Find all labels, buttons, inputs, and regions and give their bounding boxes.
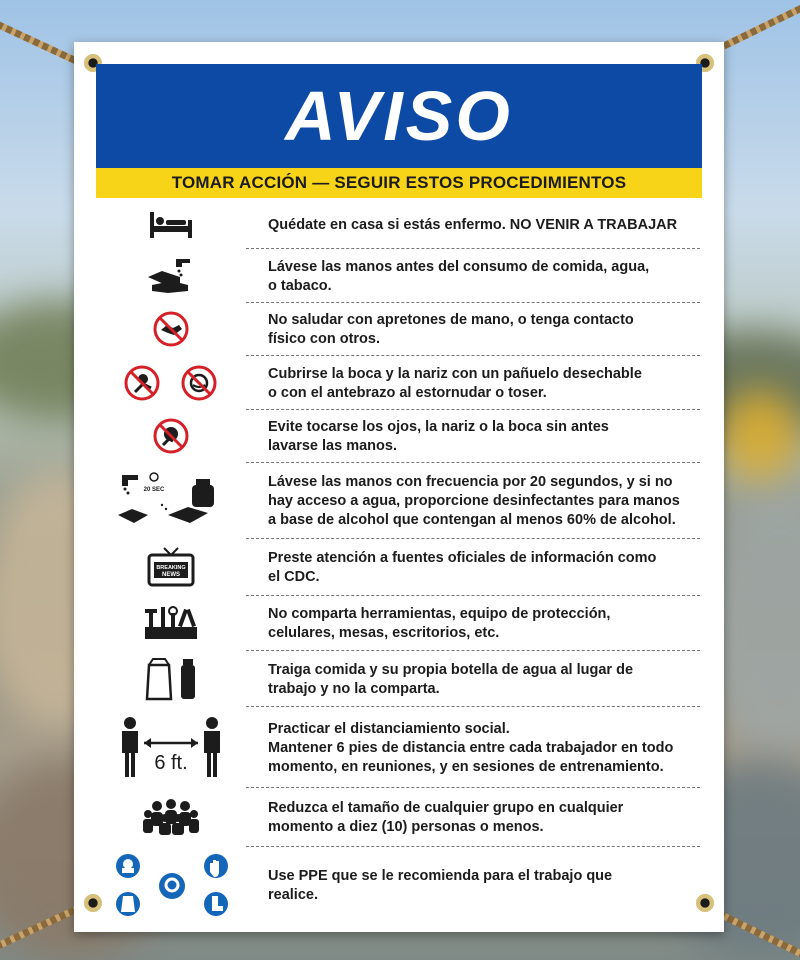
list-item — [96, 249, 702, 302]
item-text: Use PPE que se le recomienda para el trabajo que realice. — [268, 867, 613, 903]
list-item — [96, 410, 702, 462]
social-distance-icon — [96, 707, 246, 787]
item-text: No saludar con apretones de mano, o tenga contacto físico con otros. — [268, 312, 634, 347]
list-item — [96, 847, 702, 922]
list-item — [96, 303, 702, 355]
toolbox-icon — [96, 596, 246, 650]
item-text: Traiga comida y su propia botella de agua al lugar de trabajo y no la comparta. — [268, 661, 634, 697]
item-text: Lávese las manos con frecuencia por 20 segundos, y si no hay acceso a agua, proporcione desinfectantes para manos a base de alcohol que contengan al menos 60% de alcohol. — [268, 474, 680, 528]
item-text: Reduzca el tamaño de cualquier grupo en cualquier momento a diez (10) personas o menos. — [268, 800, 624, 835]
list-item — [96, 651, 702, 706]
group-people-icon — [96, 788, 246, 846]
aviso-banner — [74, 42, 724, 932]
wash-20-sec-sanitizer-icon — [96, 463, 246, 538]
icon-label: 20 SEC — [143, 486, 165, 493]
sign-subtitle: TOMAR ACCIÓN — SEGUIR ESTOS PROCEDIMIENTOS — [171, 173, 627, 192]
list-item — [96, 539, 702, 595]
lunch-bag-bottle-icon — [96, 651, 246, 706]
list-item — [96, 463, 702, 538]
list-item — [96, 356, 702, 409]
list-item — [96, 707, 702, 787]
item-text: Quédate en casa si estás enfermo. NO VENIR A TRABAJAR — [268, 216, 678, 233]
stay-home-bed-icon — [96, 200, 246, 248]
item-text: Lávese las manos antes del consumo de comida, agua, o tabaco. — [268, 258, 650, 294]
no-handshake-icon — [96, 303, 246, 355]
list-item — [96, 788, 702, 846]
list-item — [96, 596, 702, 650]
item-text: No comparta herramientas, equipo de protección, celulares, mesas, escritorios, etc. — [268, 606, 611, 641]
ppe-icon — [96, 847, 246, 922]
item-text: Practicar el distanciamiento social. Mantener 6 pies de distancia entre cada trabajador en todo momento, en reuniones, y en sesiones de entrenamiento. — [268, 720, 674, 775]
subtitle-band — [96, 168, 702, 198]
hand-washing-icon — [96, 249, 246, 302]
item-text: Cubrirse la boca y la nariz con un pañuelo desechable o con el antebrazo al estornudar o toser. — [268, 365, 642, 401]
distance-label: 6 ft. — [154, 752, 188, 774]
svg-text:BREAKING: BREAKING — [156, 565, 186, 571]
sign-title: AVISO — [285, 77, 513, 155]
cover-cough-sneeze-icon — [96, 356, 246, 409]
item-text: Preste atención a fuentes oficiales de información como el CDC. — [268, 550, 657, 585]
breaking-news-tv-icon — [96, 539, 246, 595]
svg-text:NEWS: NEWS — [162, 572, 180, 578]
no-face-touch-icon — [96, 410, 246, 462]
list-item — [96, 200, 702, 248]
title-band — [96, 64, 702, 168]
item-text: Evite tocarse los ojos, la nariz o la boca sin antes lavarse las manos. — [268, 419, 609, 454]
